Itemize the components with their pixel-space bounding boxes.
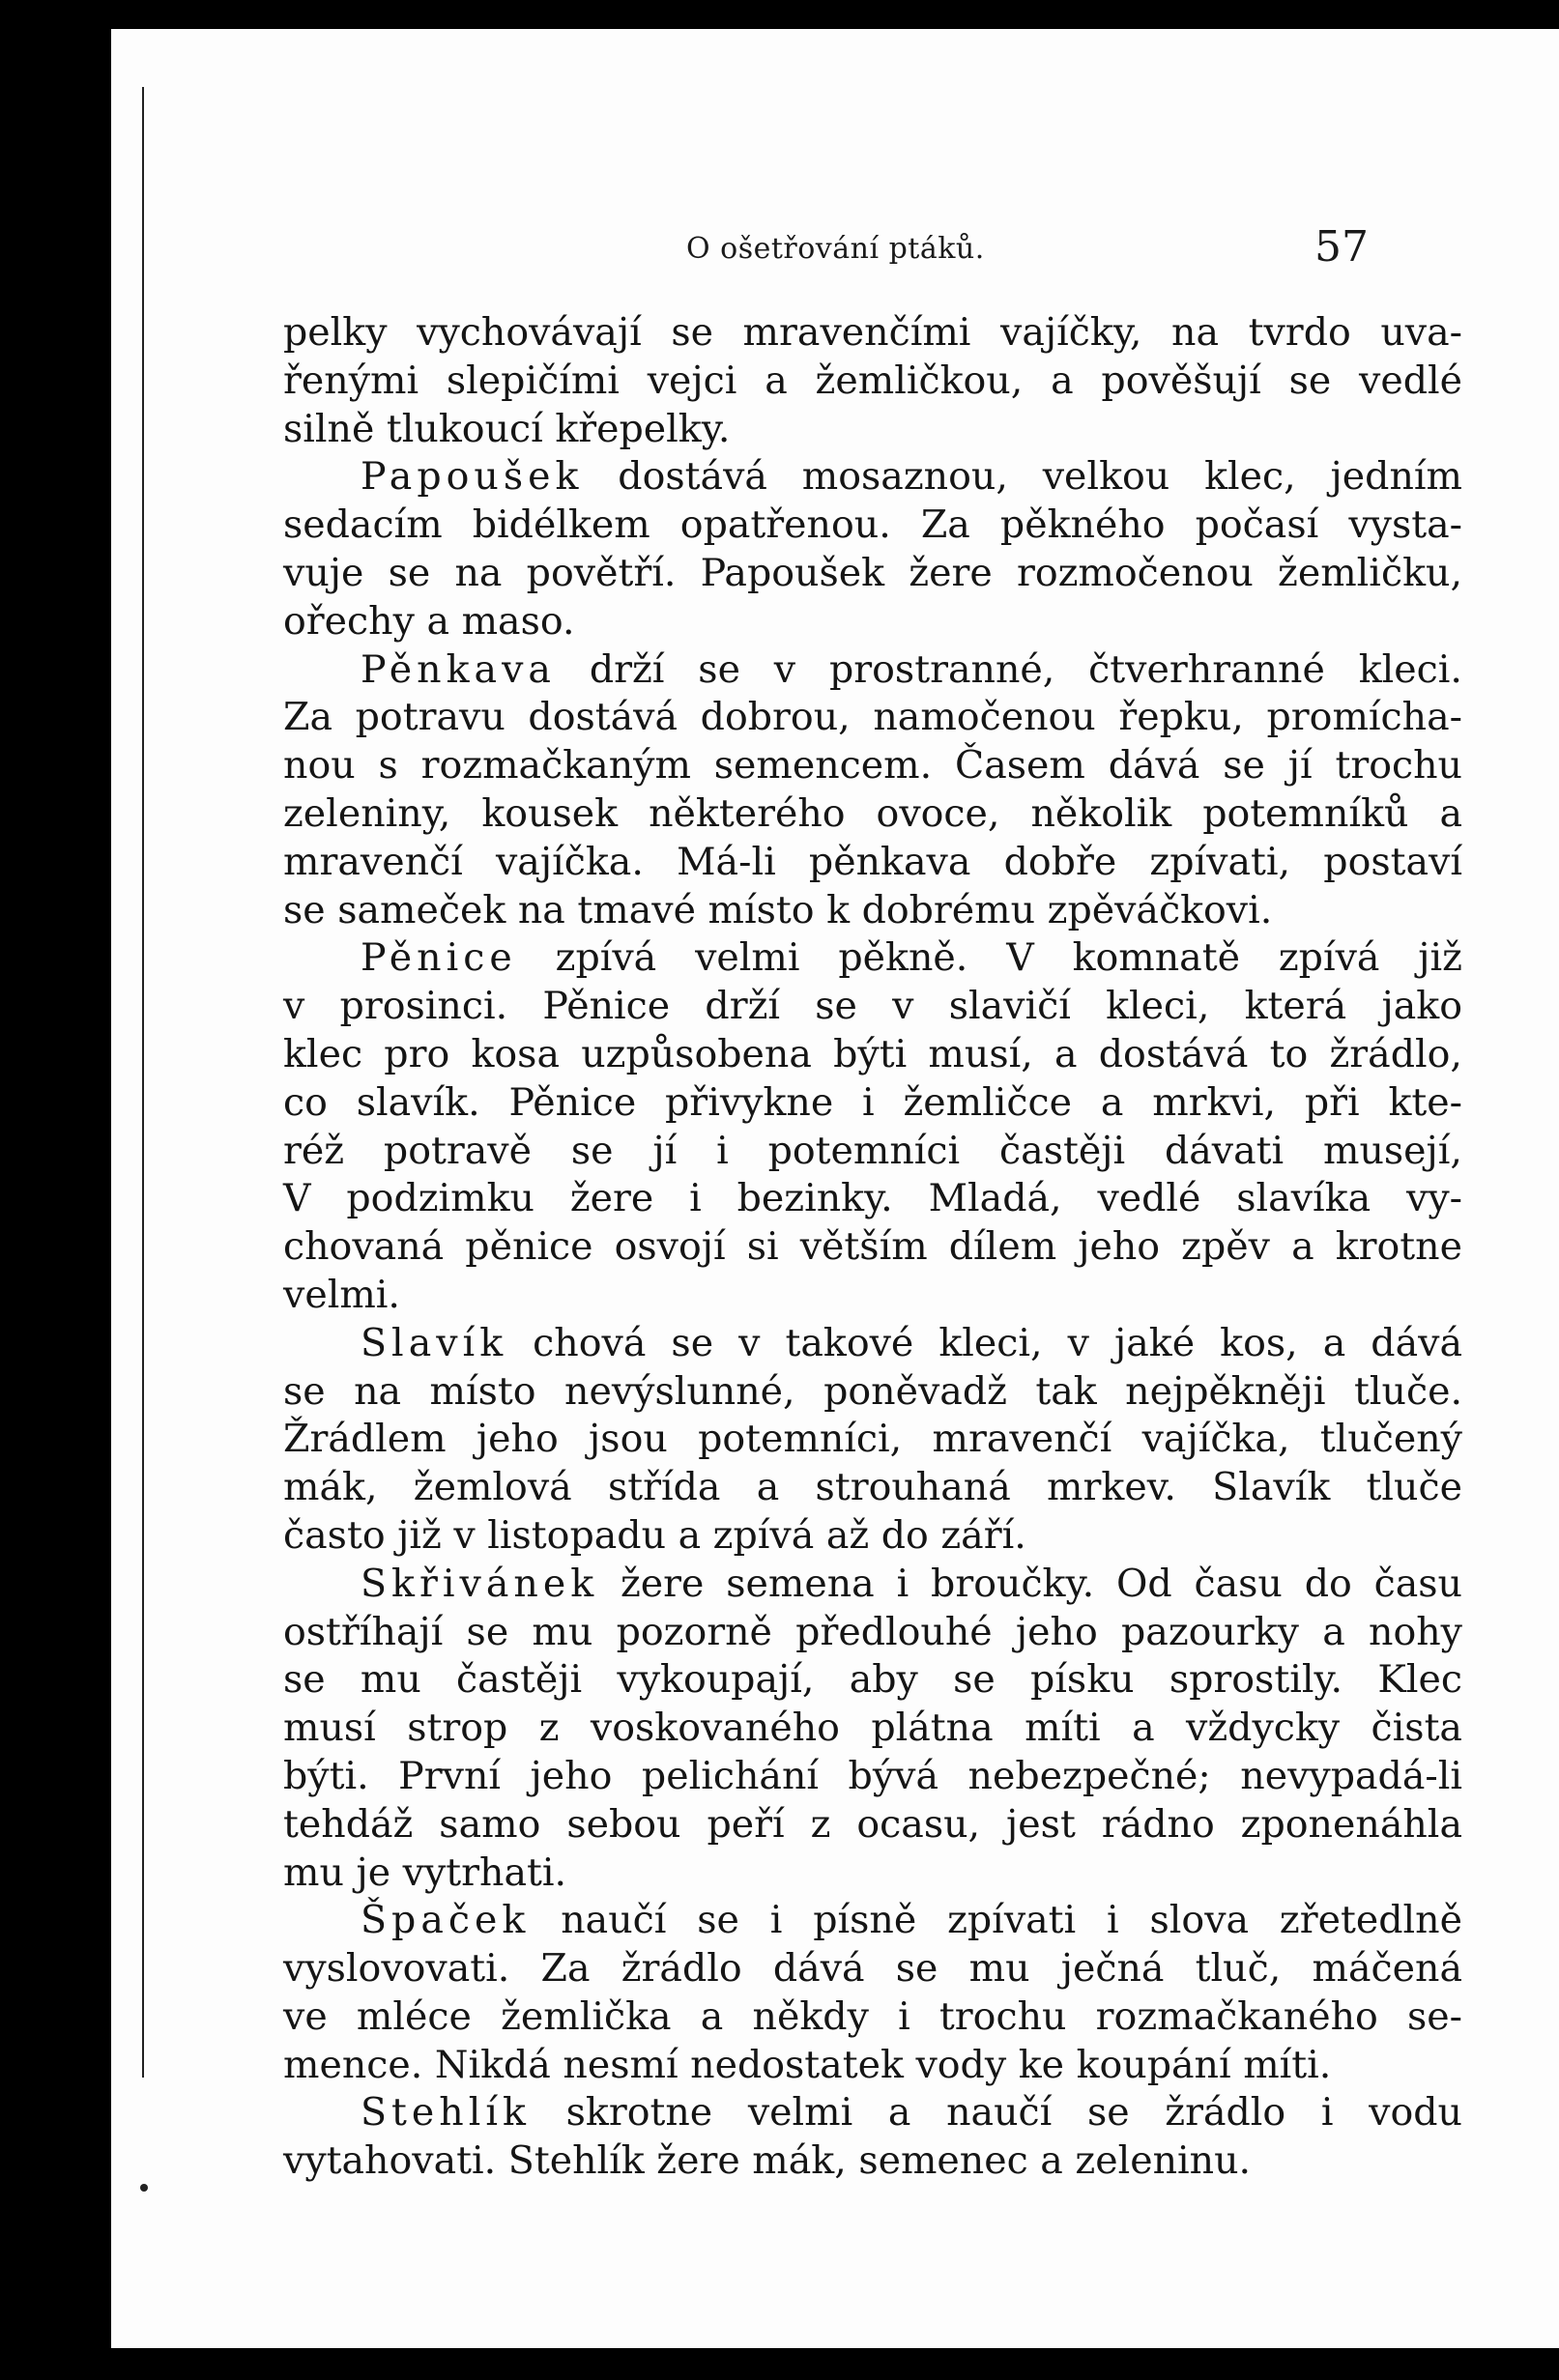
paragraph: [283, 2089, 1462, 2186]
paragraph: [283, 1320, 1462, 1561]
text-line: [283, 1512, 1462, 1561]
paragraph: [283, 934, 1462, 1319]
text-line: [283, 1801, 1462, 1850]
running-title: O ošetřování ptáků.: [686, 232, 985, 266]
page-edge-mark: [140, 2184, 148, 2192]
line-text: vuje se na povětří. Papoušek žere rozmočenou žemličku,: [283, 550, 1462, 595]
line-text: vyslovovati. Za žrádlo dává se mu ječná tluč, máčená: [283, 1946, 1462, 1992]
line-text: drží se v prostranné, čtverhranné kleci.: [555, 646, 1462, 692]
line-text: žere semena i broučky. Od času do času: [598, 1561, 1462, 1606]
line-text: se sameček na tmavé místo k dobrému zpěváčkovi.: [283, 887, 1273, 932]
line-text: zeleniny, kousek některého ovoce, několik potemníků a: [283, 790, 1462, 836]
line-text: skrotne velmi a naučí se žrádlo i vodu: [530, 2090, 1462, 2136]
line-text: klec pro kosa uzpůsobena býti musí, a dostává to žrádlo,: [283, 1031, 1462, 1076]
paragraph: [283, 309, 1462, 453]
line-text: nou s rozmačkaným semencem. Časem dává se jí trochu: [283, 743, 1462, 789]
line-text: Žrádlem jeho jsou potemníci, mravenčí vajíčka, tlučený: [283, 1417, 1462, 1462]
line-text: mu je vytrhati.: [283, 1850, 567, 1895]
paragraph-lead-word: Stehlík: [361, 2090, 531, 2136]
paragraph-lead-word: Slavík: [361, 1320, 508, 1365]
paragraph-lead-word: Skřivánek: [361, 1561, 599, 1606]
line-text: ve mléce žemlička a někdy i trochu rozmačkaného se-: [283, 1993, 1462, 2039]
line-text: ořechy a maso.: [283, 598, 575, 644]
text-line: [283, 309, 1462, 358]
text-line: [283, 839, 1462, 887]
paragraph: [283, 1561, 1462, 1898]
line-text: naučí se i písně zpívati i slova zřetedlně: [530, 1898, 1462, 1943]
line-text: chová se v takové kleci, v jaké kos, a dává: [507, 1320, 1462, 1365]
line-text: Za potravu dostává dobrou, namočenou řepku, promícha-: [283, 695, 1462, 740]
line-text: dostává mosaznou, velkou klec, jedním: [583, 454, 1462, 500]
text-line: [283, 2042, 1462, 2090]
running-head: [111, 203, 1559, 290]
body-text: [283, 309, 1462, 2186]
text-line: [283, 1416, 1462, 1464]
text-line: [283, 1753, 1462, 1801]
line-text: tehdáž samo sebou peří z ocasu, jest rádno zponenáhla: [283, 1801, 1462, 1847]
text-line: [283, 1175, 1462, 1223]
line-text: v prosinci. Pěnice drží se v slavičí kleci, která jako: [283, 984, 1462, 1029]
text-line: [283, 887, 1462, 935]
text-line: [283, 646, 1462, 695]
line-text: se na místo nevýslunné, poněvadž tak nejpěkněji tluče.: [283, 1368, 1462, 1414]
text-line: [283, 2089, 1462, 2137]
line-text: často již v listopadu a zpívá až do září.: [283, 1512, 1026, 1558]
line-text: zpívá velmi pěkně. V komnatě zpívá již: [516, 935, 1462, 981]
text-line: [283, 502, 1462, 550]
text-line: [283, 1320, 1462, 1368]
text-line: [283, 1850, 1462, 1898]
text-line: [283, 358, 1462, 406]
paragraph-lead-word: Pěnice: [361, 935, 517, 981]
line-text: co slavík. Pěnice přivykne i žemličce a mrkvi, při kte-: [283, 1079, 1462, 1125]
line-text: réž potravě se jí i potemníci častěji dávati musejí,: [283, 1128, 1462, 1173]
text-line: [283, 1561, 1462, 1609]
paragraph-lead-word: Papoušek: [361, 454, 584, 500]
text-line: [283, 453, 1462, 502]
line-text: býti. První jeho pelichání bývá nebezpečné; nevypadá-li: [283, 1753, 1462, 1798]
line-text: vytahovati. Stehlík žere mák, semenec a zeleninu.: [283, 2138, 1252, 2184]
text-line: [283, 742, 1462, 790]
text-line: [283, 1272, 1462, 1320]
text-line: [283, 1368, 1462, 1417]
line-text: velmi.: [283, 1272, 400, 1317]
text-line: [283, 934, 1462, 983]
line-text: chovaná pěnice osvojí si větším dílem jeho zpěv a krotne: [283, 1224, 1462, 1270]
text-line: [283, 1464, 1462, 1512]
paragraph-lead-word: Pěnkava: [361, 646, 556, 692]
page-number: 57: [1314, 222, 1369, 272]
line-text: silně tlukoucí křepelky.: [283, 406, 731, 451]
text-line: [283, 1945, 1462, 1993]
text-line: [283, 1705, 1462, 1753]
line-text: sedacím bidélkem opatřenou. Za pěkného počasí vysta-: [283, 502, 1462, 548]
line-text: mravenčí vajíčka. Má-li pěnkava dobře zpívati, postaví: [283, 839, 1462, 884]
text-line: [283, 1223, 1462, 1272]
book-page: [111, 29, 1559, 2348]
text-line: [283, 1609, 1462, 1657]
line-text: musí strop z voskovaného plátna míti a vždycky čista: [283, 1706, 1462, 1751]
text-line: [283, 1897, 1462, 1945]
paragraph: [283, 453, 1462, 645]
text-line: [283, 2137, 1462, 2186]
paragraph-lead-word: Špaček: [361, 1898, 531, 1943]
text-line: [283, 1656, 1462, 1705]
page-edge-line: [142, 87, 144, 2078]
line-text: V podzimku žere i bezinky. Mladá, vedlé slavíka vy-: [283, 1176, 1462, 1221]
paragraph: [283, 646, 1462, 935]
line-text: ostříhají se mu pozorně předlouhé jeho pazourky a nohy: [283, 1609, 1462, 1654]
text-line: [283, 1128, 1462, 1176]
text-line: [283, 1079, 1462, 1128]
text-line: [283, 598, 1462, 646]
text-line: [283, 550, 1462, 598]
text-line: [283, 406, 1462, 454]
line-text: mence. Nikdá nesmí nedostatek vody ke koupání míti.: [283, 2042, 1332, 2087]
text-line: [283, 1993, 1462, 2042]
paragraph: [283, 1897, 1462, 2089]
text-line: [283, 694, 1462, 742]
text-line: [283, 1031, 1462, 1079]
line-text: se mu častěji vykoupají, aby se písku sprostily. Klec: [283, 1657, 1462, 1703]
line-text: řenými slepičími vejci a žemličkou, a pověšují se vedlé: [283, 358, 1462, 403]
line-text: pelky vychovávají se mravenčími vajíčky, na tvrdo uva-: [283, 310, 1462, 355]
line-text: mák, žemlová střída a strouhaná mrkev. Slavík tluče: [283, 1465, 1462, 1510]
text-line: [283, 790, 1462, 839]
text-line: [283, 983, 1462, 1031]
